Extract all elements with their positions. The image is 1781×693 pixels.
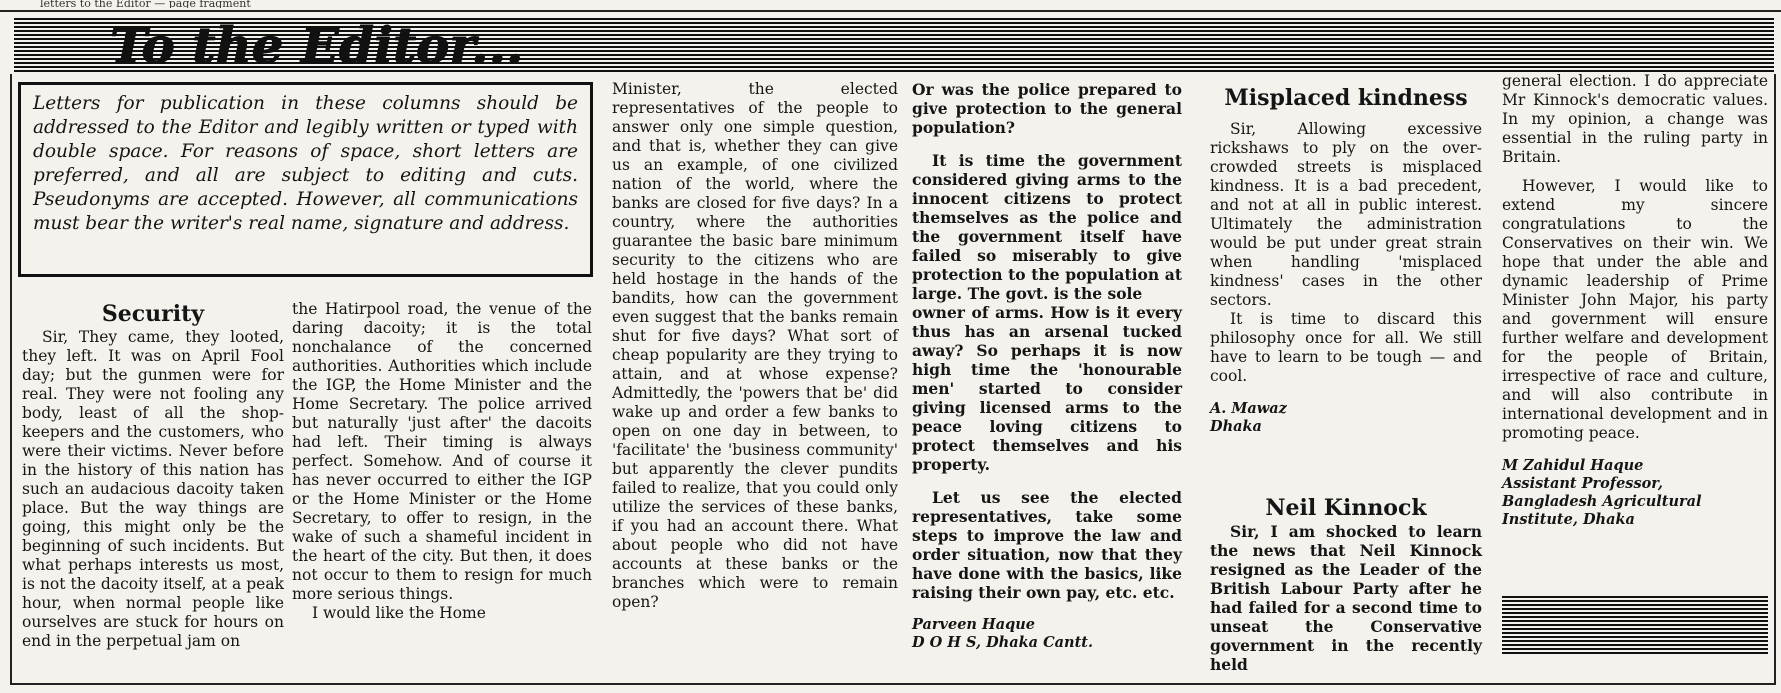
heading-neil-kinnock: Neil Kinnock — [1265, 495, 1427, 521]
kinnock-text-2: general election. I do appreciate Mr Kinnock's democratic values. In my opinion, a change was essential in the ruling party in Britain. — [1502, 72, 1768, 166]
column-security-3 — [612, 80, 898, 612]
banner-title: To the Editor... — [110, 16, 524, 75]
misplaced-signature-name: A. Mawaz — [1210, 400, 1287, 417]
misplaced-text-2: It is time to discard this philosophy once for all. We still have to learn to be tough — and cool. — [1210, 310, 1482, 385]
signature-name: Parveen Haque — [912, 616, 1036, 633]
heading-security: Security — [101, 301, 205, 327]
cut-off-top-text: letters to the Editor — page fragment — [40, 0, 251, 8]
security-text-2: the Hatirpool road, the venue of the daring dacoity; it is the total nonchalance of the concerned authorities. Authorities which include the IGP, the Home Minister and the Home Secretary. The police arrived but naturally 'just after' the dacoits had left. Their timing is always perfect. Somehow. And of course it has never occurred to either the IGP or the Home Minister or the Home Secretary, to offer to resign, in the wake of such a shameful incident in the heart of the city. But then, it does not occur to them to resign for much more serious things. — [292, 300, 592, 603]
kinnock-signature-org: Bangladesh Agricultural Institute, Dhaka — [1502, 493, 1702, 528]
column-misplaced — [1210, 84, 1482, 436]
column-security-2 — [292, 300, 592, 623]
security-text-4c: owner of arms. How is it every thus has an arsenal tucked away? So perhaps it is now high time the 'honourable men' started to consider giving licensed arms to the peace loving citizens to protect themselves and his property. — [912, 303, 1182, 474]
signature-place: D O H S, Dhaka Cantt. — [912, 634, 1094, 651]
kinnock-signature-name: M Zahidul Haque — [1502, 457, 1644, 474]
kinnock-text-3: However, I would like to extend my sincere congratulations to the Conservatives on their win. We hope that under the able and dynamic leadership of Prime Minister John Major, his party and government will ensure further welfare and development for the people of Britain, irrespective of race and culture, and will also contribute in international development and in promoting peace. — [1502, 177, 1768, 442]
column-security-1 — [22, 300, 284, 651]
kinnock-text-1: Sir, I am shocked to learn the news that Neil Kinnock resigned as the Leader of the British Labour Party after he had failed for a second time to unseat the Conservative government in the recently held — [1210, 522, 1482, 674]
kinnock-signature-title: Assistant Professor, — [1502, 475, 1663, 492]
column-kinnock — [1210, 494, 1482, 674]
security-text-3: Minister, the elected representatives of the people to answer only one simple question, and that is, whether they can give us an example, of one civilized nation of the world, where the banks are closed for five days? In a country, where the authorities guarantee the basic bare minimum security to the citizens who are held hostage in the hands of the bandits, how can the government even suggest that the banks remain shut for five days? What sort of cheap popularity are they trying to attain, and at whose expense? Admittedly, the 'powers that be' did wake up and order a few banks to open on one day in between, to 'facilitate' the 'business community' but apparently the clever pundits failed to realize, that you could only utilize the services of these banks, if you had an account there. What about people who did not have accounts at these banks or the branches which were to remain open? — [612, 80, 898, 611]
security-text-1: Sir, They came, they looted, they left. It was on April Fool day; but the gunmen were for real. They were not fooling any body, least of all the shop-keepers and the customers, who were their victims. Never before in the history of this nation has such an audacious dacoity taken place. But the way things are going, this might only be the beginning of such incidents. But what perhaps interests us most, is not the dacoity itself, at a peak hour, when normal people like ourselves are stuck for hours on end in the perpetual jam on — [22, 328, 284, 650]
security-text-2-last: I would like the Home — [312, 604, 486, 622]
misplaced-signature-place: Dhaka — [1210, 418, 1262, 435]
top-rule — [0, 10, 1781, 12]
submission-notice: Letters for publication in these columns should be addressed to the Editor and legibly written or typed with double space. For reasons of space, short letters are preferred, and all are subject to editing and cuts. Pseudonyms are accepted. However, all communications must bear the writer's real name, signature and address. — [18, 82, 593, 277]
security-text-4a: Or was the police prepared to give protection to the general population? — [912, 80, 1182, 137]
heading-misplaced-kindness: Misplaced kindness — [1224, 85, 1468, 111]
security-text-4b: It is time the government considered giving arms to the innocent citizens to protect themselves as the police and the government itself have failed so miserably to give protection to the population at large. The govt. is the sole — [912, 151, 1182, 303]
misplaced-text-1: Sir, Allowing excessive rickshaws to ply on the over-crowded streets is misplaced kindness. It is a bad precedent, and not at all in public interest. Ultimately the administration would be put under great strain when handling 'misplaced kindness' cases in the other sectors. — [1210, 120, 1482, 309]
column-security-4 — [912, 80, 1182, 652]
column-kinnock-2 — [1502, 72, 1768, 529]
editor-banner — [14, 18, 1774, 74]
decorative-rule-block — [1502, 596, 1768, 654]
security-text-4d: Let us see the elected representatives, take some steps to improve the law and order situation, now that they have done with the basics, like raising their own pay, etc. etc. — [912, 488, 1182, 602]
